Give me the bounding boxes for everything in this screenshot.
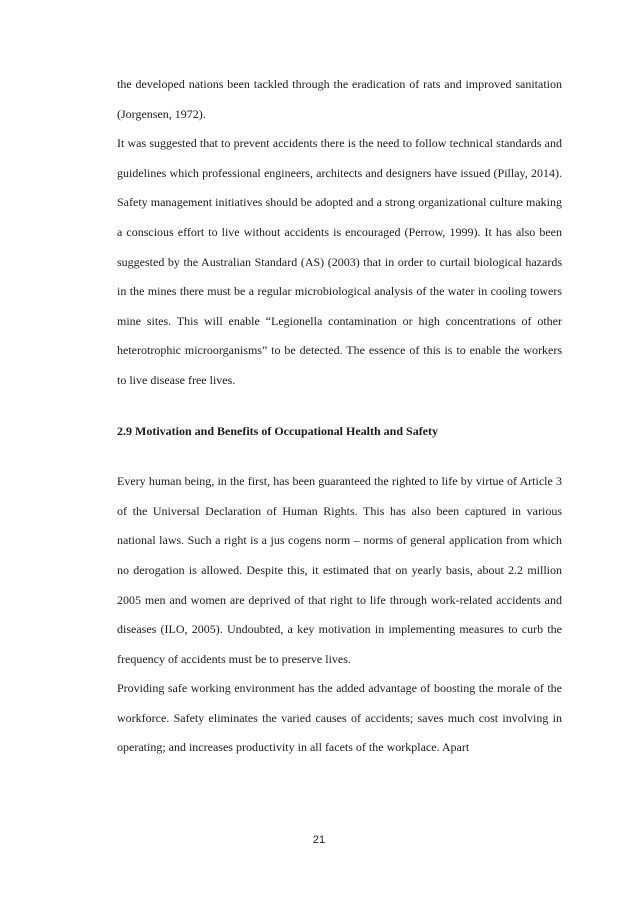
section-heading: 2.9 Motivation and Benefits of Occupational Health and Safety (117, 423, 439, 438)
spacer (117, 396, 562, 417)
paragraph-sanitation: the developed nations been tackled through the eradication of rats and improved sanitation (Jorgensen, 1972). (117, 77, 562, 121)
paragraph-accident-prevention: It was suggested that to prevent accidents there is the need to follow technical standards and guidelines which professional engineers, architects and designers have issued (Pillay, 2014). Safety management initiatives should be adopted and a strong organizational culture making a conscious effort to live without accidents is encouraged (Perrow, 1999). It has also been suggested by the Australian Standard (AS) (2003) that in order to curtail biological hazards in the mines there must be a regular microbiological analysis of the water in cooling towers mine sites. This will enable “Legionella contamination or high concentrations of other heterotrophic microorganisms” to be detected. The essence of this is to enable the workers to live disease free lives. (117, 136, 562, 387)
paragraph-safe-environment: Providing safe working environment has the added advantage of boosting the morale of the workforce. Safety eliminates the varied causes of accidents; saves much cost involving in operating; and increases productivity in all facets of the workplace. Apart (117, 681, 562, 755)
page-body (117, 70, 562, 763)
paragraph-right-to-life: Every human being, in the first, has been guaranteed the righted to life by virtue of Article 3 of the Universal Declaration of Human Rights. This has also been captured in various national laws. Such a right is a jus cogens norm – norms of general application from which no derogation is allowed. Despite this, it estimated that on yearly basis, about 2.2 million 2005 men and women are deprived of that right to life through work-related accidents and diseases (ILO, 2005). Undoubted, a key motivation in implementing measures to curb the frequency of accidents must be to preserve lives. (117, 474, 562, 666)
page-number: 21 (312, 834, 326, 846)
spacer (117, 446, 562, 467)
